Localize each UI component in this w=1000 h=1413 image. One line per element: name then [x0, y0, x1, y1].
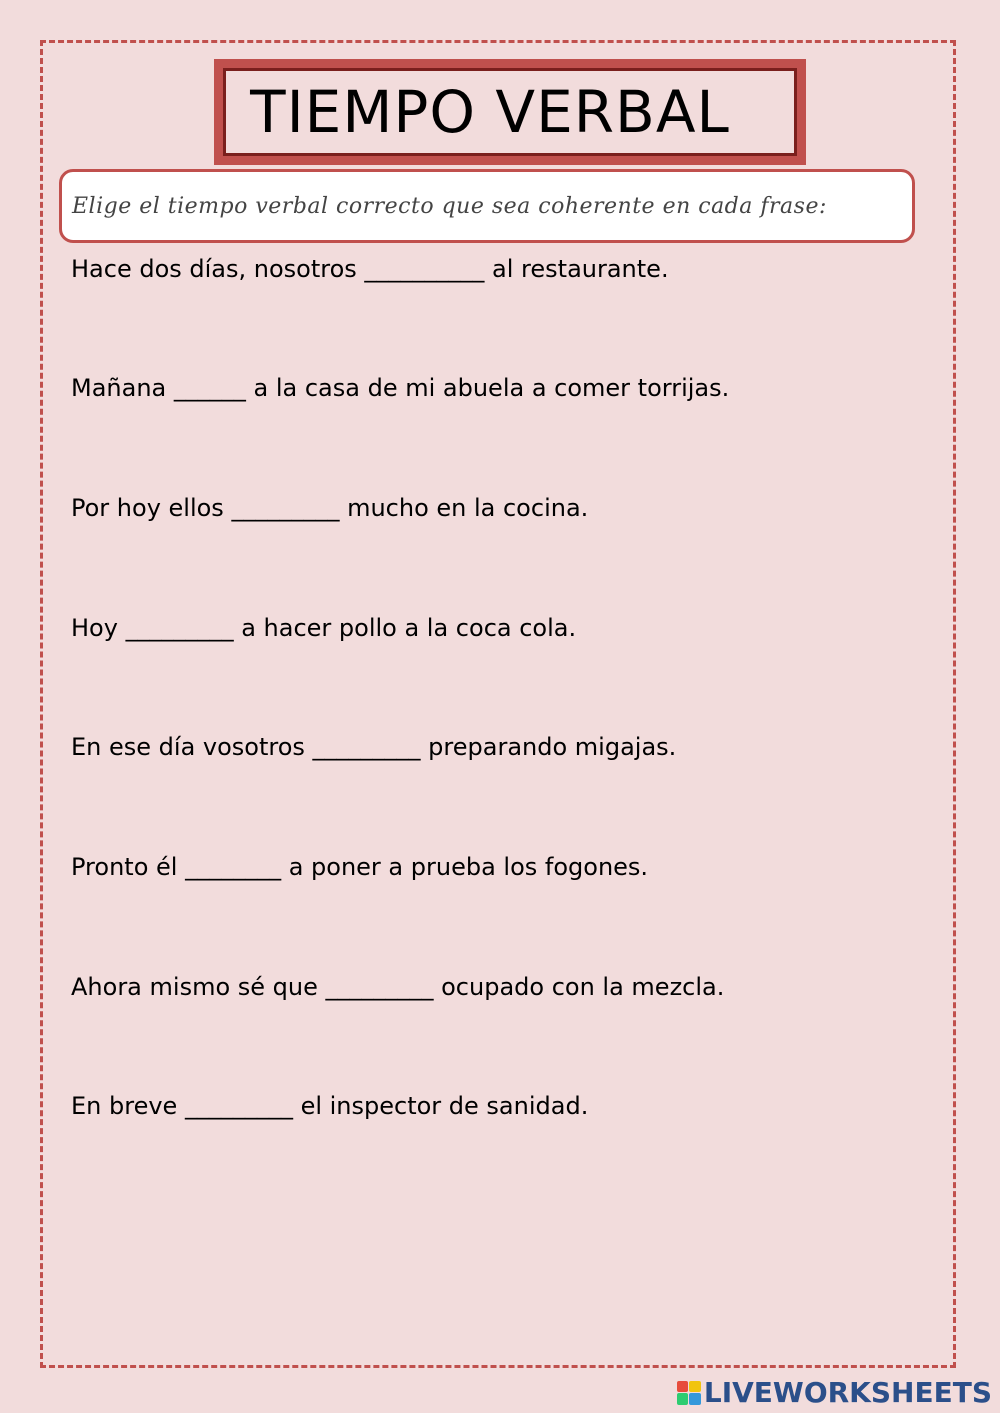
page-title: TIEMPO VERBAL: [250, 78, 730, 146]
sentence-3: Por hoy ellos _________ mucho en la cocina.: [71, 494, 589, 522]
instruction-text: Elige el tiempo verbal correcto que sea coherente en cada frase:: [72, 193, 827, 219]
liveworksheets-watermark: [677, 1376, 992, 1409]
liveworksheets-logo-icon: [677, 1381, 701, 1405]
title-banner: [214, 59, 806, 165]
sentence-8: En breve _________ el inspector de sanidad.: [71, 1092, 589, 1120]
sentence-4: Hoy _________ a hacer pollo a la coca cola.: [71, 614, 577, 642]
sentence-7: Ahora mismo sé que _________ ocupado con la mezcla.: [71, 973, 725, 1001]
sentence-6: Pronto él ________ a poner a prueba los fogones.: [71, 853, 649, 881]
sentence-5: En ese día vosotros _________ preparando migajas.: [71, 733, 677, 761]
sentence-1: Hace dos días, nosotros __________ al restaurante.: [71, 255, 669, 283]
sentence-2: Mañana ______ a la casa de mi abuela a comer torrijas.: [71, 374, 730, 402]
instruction-box: [59, 169, 915, 243]
title-inner-frame: [223, 68, 797, 156]
watermark-text: LIVEWORKSHEETS: [703, 1376, 992, 1409]
